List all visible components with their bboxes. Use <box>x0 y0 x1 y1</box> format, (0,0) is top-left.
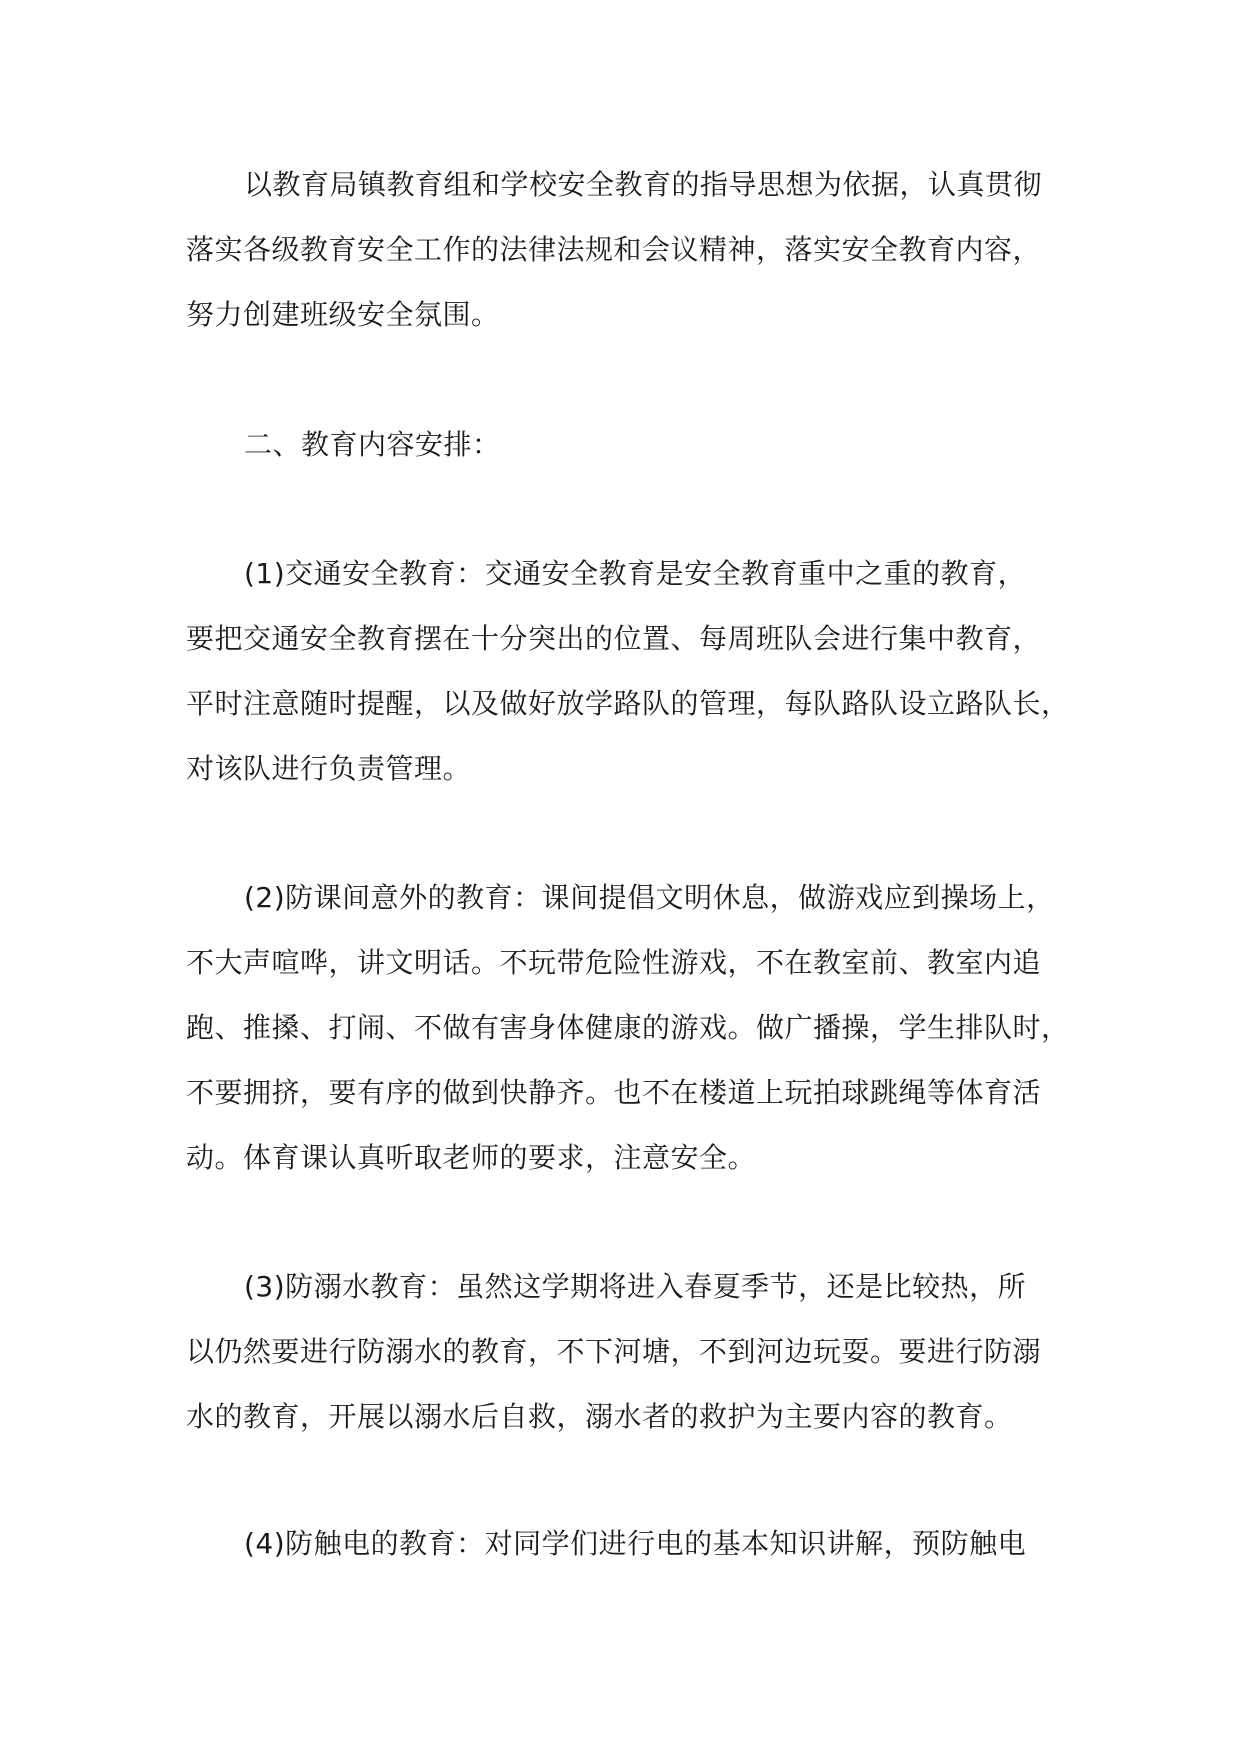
paragraph-drowning-prevention <box>186 1254 1086 1449</box>
paragraph-break-time-safety <box>186 865 1086 1190</box>
section-heading <box>186 412 1086 477</box>
text-line: (1)交通安全教育：交通安全教育是安全教育重中之重的教育， <box>244 557 1027 590</box>
text-line: (2)防课间意外的教育：课间提倡文明休息，做游戏应到操场上， <box>244 881 1055 914</box>
text-line: 落实各级教育安全工作的法律法规和会议精神，落实安全教育内容， <box>186 233 1042 266</box>
text-line: (4)防触电的教育：对同学们进行电的基本知识讲解，预防触电 <box>244 1527 1027 1560</box>
text-line: 不要拥挤，要有序的做到快静齐。也不在楼道上玩拍球跳绳等体育活 <box>186 1076 1042 1109</box>
text-line: 以仍然要进行防溺水的教育，不下河塘，不到河边玩耍。要进行防溺 <box>186 1335 1042 1368</box>
text-line: 要把交通安全教育摆在十分突出的位置、每周班队会进行集中教育， <box>186 622 1042 655</box>
text-line: 对该队进行负责管理。 <box>186 752 472 785</box>
text-line: 动。体育课认真听取老师的要求，注意安全。 <box>186 1141 757 1174</box>
text-line: 不大声喧哗，讲文明话。不玩带危险性游戏，不在教室前、教室内追 <box>186 946 1042 979</box>
text-line: 水的教育，开展以溺水后自救，溺水者的救护为主要内容的教育。 <box>186 1400 1013 1433</box>
text-line: 平时注意随时提醒，以及做好放学路队的管理，每队路队设立路队长， <box>186 687 1070 720</box>
text-line: 跑、推搡、打闹、不做有害身体健康的游戏。做广播操，学生排队时， <box>186 1011 1070 1044</box>
text-line: 努力创建班级安全氛围。 <box>186 298 500 331</box>
text-line: 二、教育内容安排： <box>244 428 501 461</box>
text-line: (3)防溺水教育：虽然这学期将进入春夏季节，还是比较热，所 <box>244 1270 1027 1303</box>
paragraph-guiding-principle <box>186 152 1086 347</box>
text-line: 以教育局镇教育组和学校安全教育的指导思想为依据，认真贯彻 <box>244 168 1043 201</box>
paragraph-electric-safety <box>186 1511 1086 1576</box>
paragraph-traffic-safety <box>186 541 1086 801</box>
